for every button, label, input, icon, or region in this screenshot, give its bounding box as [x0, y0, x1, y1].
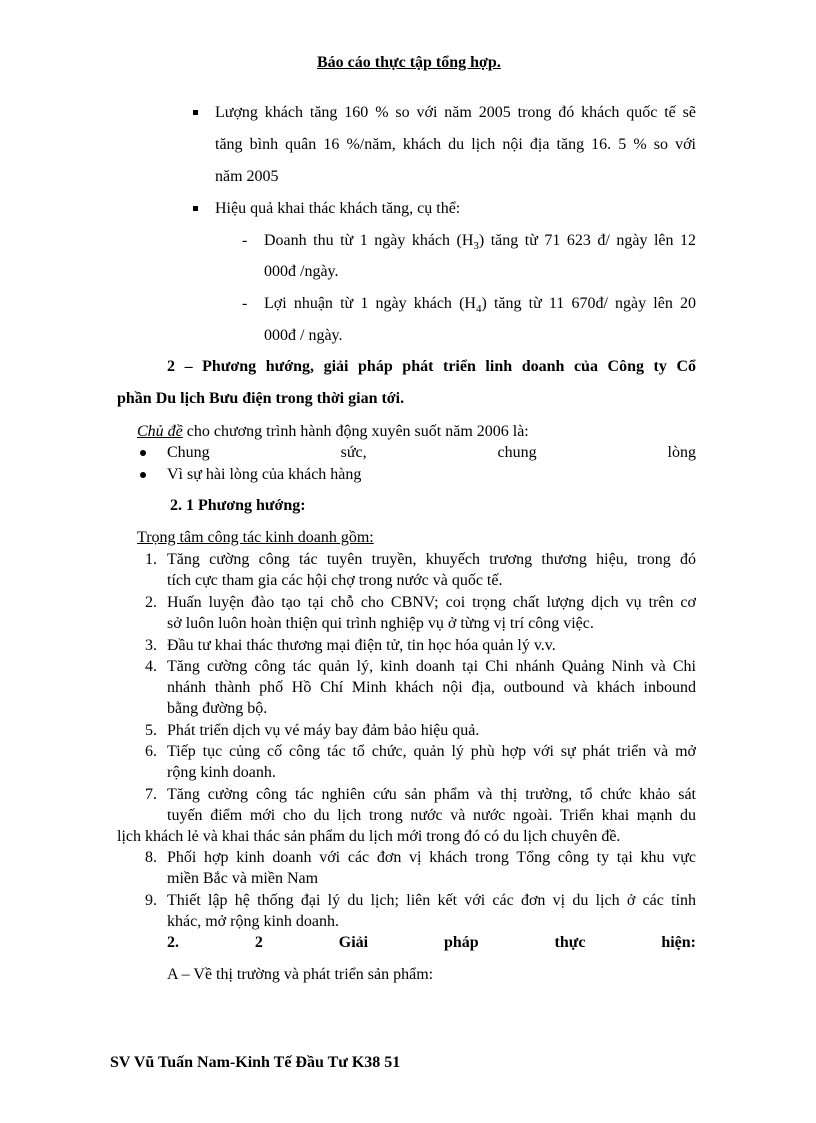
theme-item: Vì sự hài lòng của khách hàng — [167, 466, 362, 483]
square-bullet-icon — [193, 206, 198, 211]
list-item-text: Tăng cường công tác tuyên truyền, khuyếch trương thương hiệu, trong đó — [167, 551, 696, 568]
list-item-text: rộng kinh doanh. — [167, 764, 276, 781]
dot-bullet-icon — [140, 450, 146, 456]
list-item-text: Tiếp tục củng cố công tác tổ chức, quản lý phù hợp với sự phát triển và mở — [167, 743, 696, 760]
subsection-heading: 2. 1 Phương hướng: — [170, 497, 306, 514]
list-number: 8. — [145, 849, 157, 866]
page-footer: SV Vũ Tuấn Nam-Kinh Tế Đầu Tư K38 51 — [110, 1054, 401, 1071]
list-number: 2. — [145, 594, 157, 611]
list-item-text: Thiết lập hệ thống đại lý du lịch; liên kết với các đơn vị du lịch ở các tỉnh — [167, 892, 696, 909]
subsection-a-heading: A – Về thị trường và phát triển sản phẩm: — [167, 966, 434, 983]
list-number: 5. — [145, 722, 157, 739]
list-item-text: miền Bắc và miền Nam — [167, 870, 319, 887]
list-item-text: tích cực tham gia các hội chợ trong nước và quốc tế. — [167, 572, 503, 589]
list-number: 4. — [145, 658, 157, 675]
section-heading: 2 – Phương hướng, giải pháp phát triển linh doanh của Công ty Cổ — [167, 358, 696, 375]
dash-text: Doanh thu từ 1 ngày khách $(H_3)$ tăng từ 71 623 đ/ ngày lên 12 — [264, 232, 696, 251]
bullet-text: năm 2005 — [215, 168, 279, 185]
list-number: 9. — [145, 892, 157, 909]
bullet-text: Lượng khách tăng 160 % so với năm 2005 trong đó khách quốc tế sẽ — [215, 104, 696, 121]
list-number: 6. — [145, 743, 157, 760]
list-item-text: Huấn luyện đào tạo tại chỗ cho CBNV; coi trọng chất lượng dịch vụ trên cơ — [167, 594, 696, 611]
dash-marker: - — [242, 232, 248, 249]
dash-marker: - — [242, 295, 248, 312]
list-item-text: Đầu tư khai thác thương mại điện tử, tin học hóa quản lý v.v. — [167, 637, 556, 654]
theme-item: Chung sức, chung lòng — [167, 444, 696, 461]
list-item-text: bằng đường bộ. — [167, 700, 268, 717]
theme-line: Chủ đề cho chương trình hành động xuyên suốt năm 2006 là: — [137, 423, 529, 440]
list-item-text: lịch khách lẻ và khai thác sản phẩm du lịch mới trong đó có du lịch chuyên đề. — [117, 828, 621, 845]
list-number: 1. — [145, 551, 157, 568]
dash-text: 000đ / ngày. — [264, 327, 343, 344]
list-item-text: Tăng cường công tác quản lý, kinh doanh tại Chi nhánh Quảng Ninh và Chi — [167, 658, 696, 675]
list-number: 3. — [145, 637, 157, 654]
section-heading: phần Du lịch Bưu điện trong thời gian tới. — [117, 390, 405, 407]
list-item-text: tuyến điểm mới cho du lịch trong nước và nước ngoài. Triển khai mạnh du — [167, 807, 696, 824]
focus-label: Trọng tâm công tác kinh doanh gồm: — [137, 529, 374, 546]
list-item-text: nhánh thành phố Hồ Chí Minh khách nội địa, outbound và khách inbound — [167, 679, 696, 696]
dash-text: 000đ /ngày. — [264, 263, 339, 280]
list-item-text: Phát triển dịch vụ vé máy bay đảm bảo hiệu quả. — [167, 722, 480, 739]
list-item-text: khác, mở rộng kinh doanh. — [167, 913, 339, 930]
page-header-title: Báo cáo thực tập tổng hợp. — [317, 54, 501, 71]
list-item-text: Tăng cường công tác nghiên cứu sản phẩm và thị trường, tổ chức khảo sát — [167, 786, 696, 803]
list-number: 7. — [145, 786, 157, 803]
bullet-text: Hiệu quả khai thác khách tăng, cụ thể: — [215, 200, 461, 217]
list-item-text: sở luôn luôn hoàn thiện qui trình nghiệp vụ ở từng vị trí công việc. — [167, 615, 594, 632]
dot-bullet-icon — [140, 472, 146, 478]
list-item-text: Phối hợp kinh doanh với các đơn vị khách trong Tổng công ty tại khu vực — [167, 849, 696, 866]
dash-text: Lợi nhuận từ 1 ngày khách $(H_4)$ tăng từ 11 670đ/ ngày lên 20 — [264, 295, 696, 314]
bullet-text: tăng bình quân 16 %/năm, khách du lịch nội địa tăng 16. 5 % so với — [215, 136, 696, 153]
square-bullet-icon — [193, 110, 198, 115]
subsection-22-heading: 2. 2 Giải pháp thực hiện: — [167, 934, 696, 951]
